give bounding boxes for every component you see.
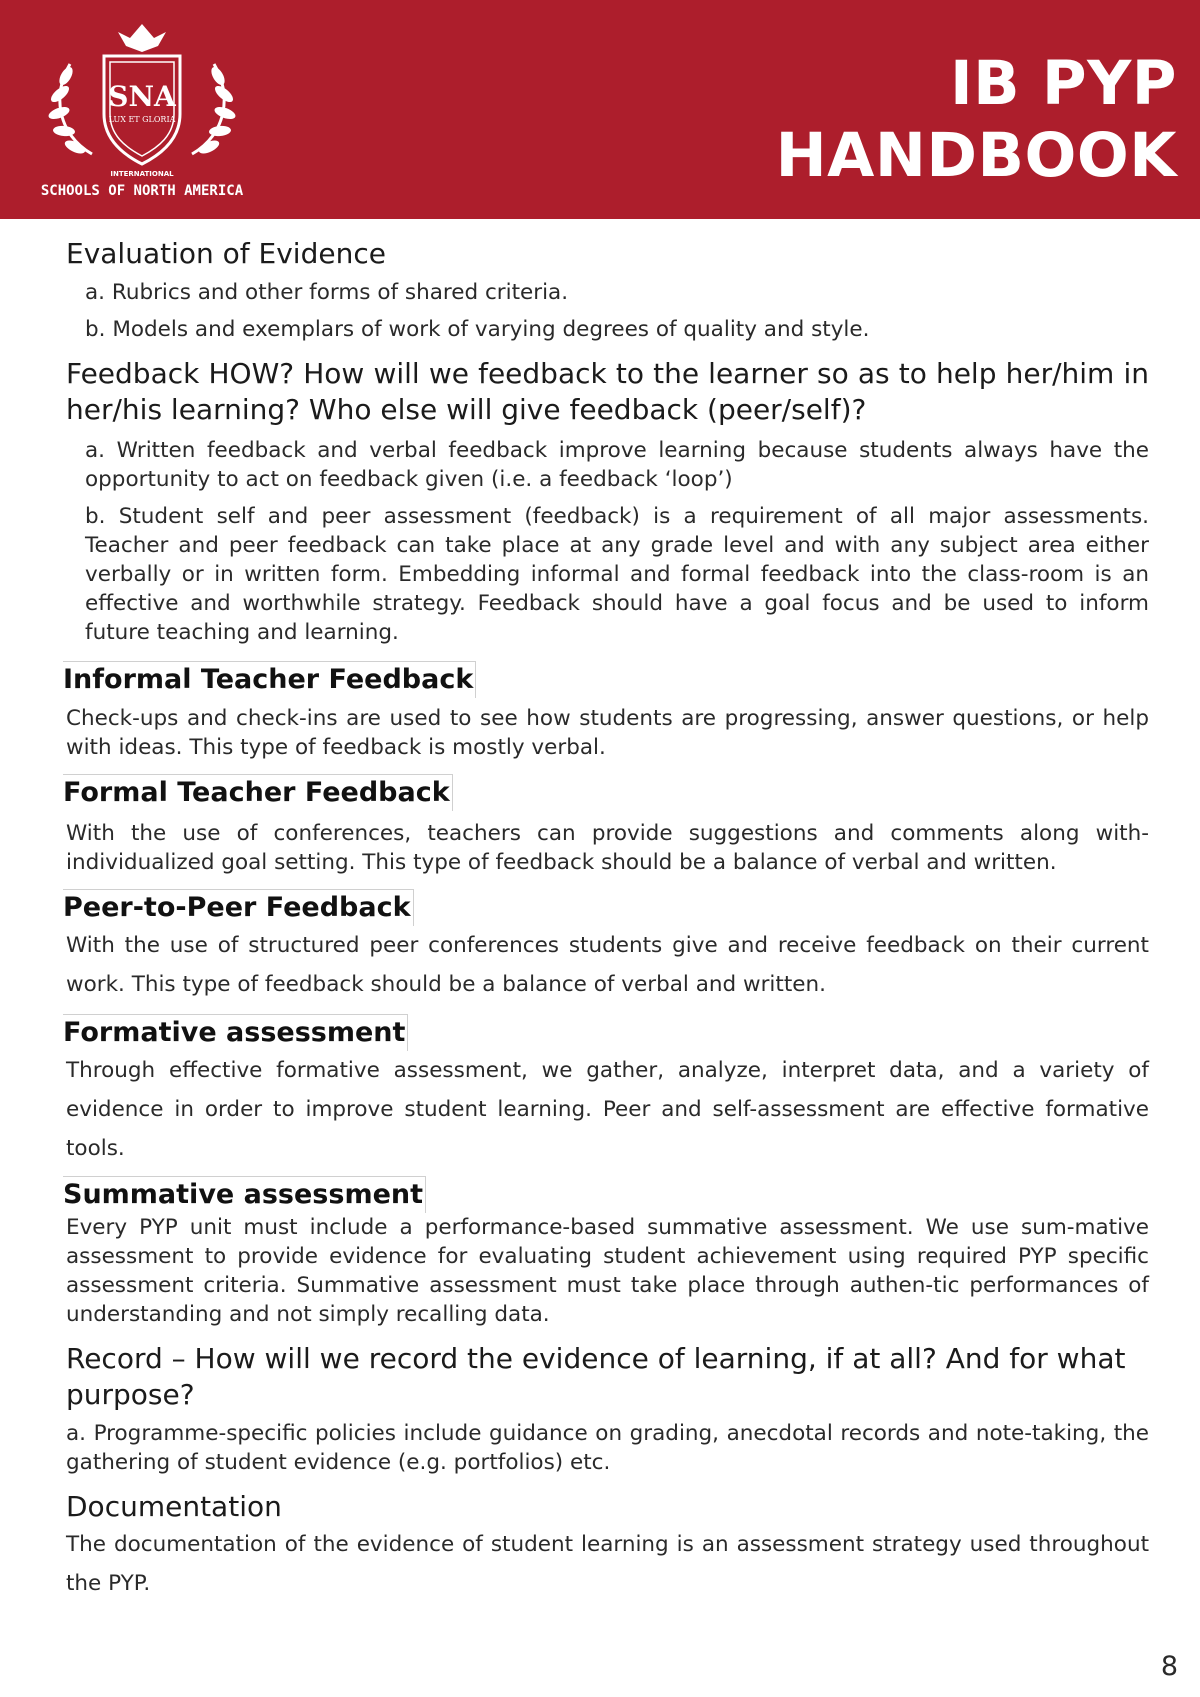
- title-line-1: IB PYP: [949, 48, 1177, 119]
- title-line-2: HANDBOOK: [775, 120, 1177, 191]
- heading-summative-assessment: Summative assessment: [63, 1176, 426, 1213]
- heading-informal-feedback: Informal Teacher Feedback: [63, 661, 476, 698]
- logo-subtitle: INTERNATIONAL: [110, 170, 174, 178]
- page-number: 8: [1160, 1651, 1178, 1682]
- logo-monogram: SNA: [108, 80, 176, 113]
- logo-motto: LUX ET GLORIA: [108, 115, 176, 124]
- logo-school-name: SCHOOLS OF NORTH AMERICA: [40, 183, 244, 199]
- summative-assessment-text: Every PYP unit must include a performance-based summative assessment. We use sum-mative assessment to provide evidence for evaluating student achievement using required PYP specific assessment criteria. Summative assessment must take place through authen-tic performances of understanding and not simply recalling data.: [66, 1215, 1149, 1327]
- documentation-text: The documentation of the evidence of student learning is an assessment strategy used throughout the PYP.: [66, 1532, 1149, 1596]
- list-item: a. Programme-specific policies include guidance on grading, anecdotal records and note-taking, the gathering of student evidence (e.g. portfolios) etc.: [66, 1421, 1149, 1475]
- heading-feedback-how: Feedback HOW? How will we feedback to the learner so as to help her/him in her/his learning? Who else will give feedback (peer/self)?: [66, 357, 1149, 426]
- informal-feedback-text: Check-ups and check-ins are used to see how students are progressing, answer questions, or help with ideas. This type of feedback is mostly verbal.: [66, 706, 1149, 760]
- heading-documentation: Documentation: [66, 1490, 282, 1523]
- list-item: a. Written feedback and verbal feedback improve learning because students always have the opportunity to act on feedback given (i.e. a feedback ‘loop’): [85, 438, 1149, 492]
- list-item: a. Rubrics and other forms of shared criteria.: [85, 280, 569, 305]
- heading-formal-feedback: Formal Teacher Feedback: [63, 774, 453, 811]
- page-header: [0, 0, 1200, 219]
- list-item: b. Student self and peer assessment (feedback) is a requirement of all major assessments. Teacher and peer feedback can take place at any grade level and with any subject area either verbally or in written form. Embedding informal and formal feedback into the class-room is an effective and worthwhile strategy. Feedback should have a goal focus and be used to inform future teaching and learning.: [85, 504, 1149, 645]
- heading-evaluation: Evaluation of Evidence: [66, 237, 386, 270]
- school-logo: [22, 14, 262, 204]
- list-item: b. Models and exemplars of work of varying degrees of quality and style.: [85, 317, 870, 342]
- heading-record: Record – How will we record the evidence of learning, if at all? And for what purpose?: [66, 1342, 1126, 1411]
- handbook-title: [776, 48, 1177, 192]
- formal-feedback-text: With the use of conferences, teachers can provide suggestions and comments along with-individualized goal setting. This type of feedback should be a balance of verbal and written.: [66, 821, 1149, 875]
- page-content: [63, 236, 1149, 1603]
- peer-feedback-text: With the use of structured peer conferences students give and receive feedback on their current work. This type of feedback should be a balance of verbal and written.: [66, 933, 1149, 997]
- heading-peer-feedback: Peer-to-Peer Feedback: [63, 889, 414, 926]
- formative-assessment-text: Through effective formative assessment, we gather, analyze, interpret data, and a variety of evidence in order to improve student learning. Peer and self-assessment are effective formative tools.: [66, 1058, 1149, 1161]
- heading-formative-assessment: Formative assessment: [63, 1014, 408, 1051]
